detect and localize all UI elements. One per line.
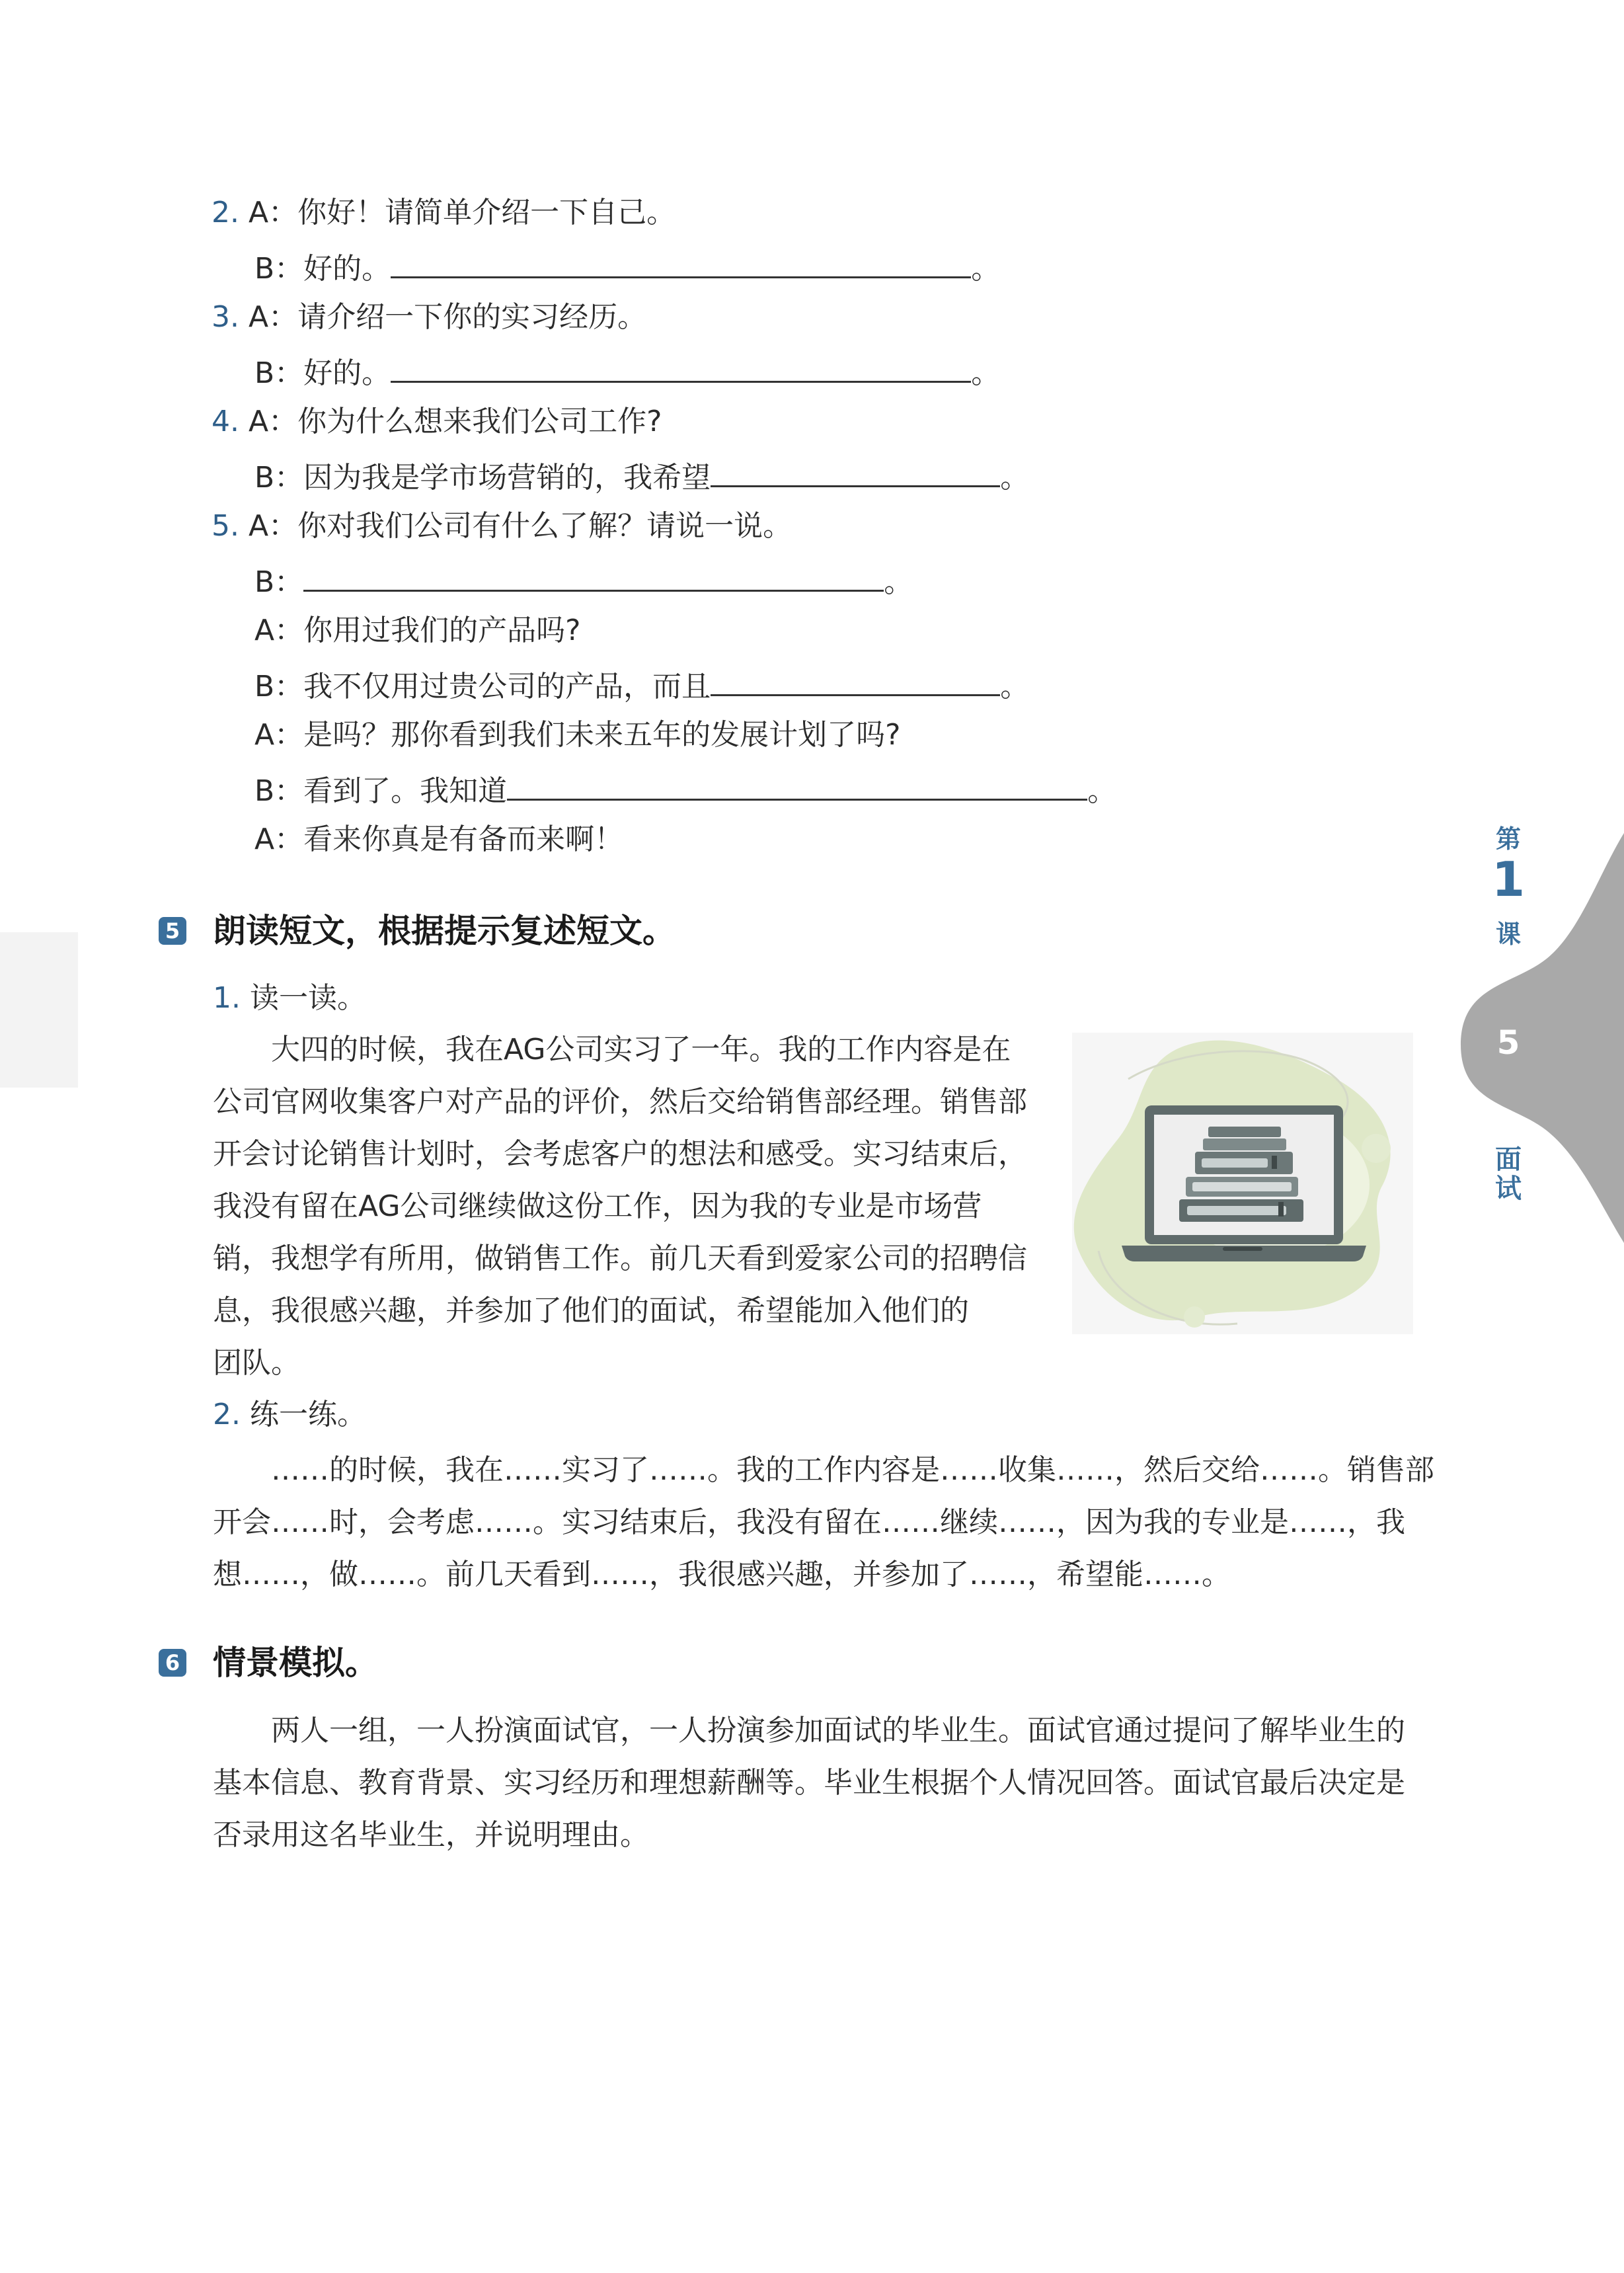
lesson-number: 1 <box>1491 852 1526 907</box>
practice-line: 想……，做……。前几天看到……，我很感兴趣，并参加了……，希望能……。 <box>213 1558 1231 1591</box>
topic-char-1: 面 <box>1495 1144 1522 1175</box>
dialogue-5-line: A：你用过我们的产品吗? <box>254 614 581 647</box>
reading-passage <box>213 1023 1027 1389</box>
left-margin-strip <box>0 932 78 1088</box>
laptop-with-books-illustration <box>1072 1033 1413 1334</box>
section-6-badge: 6 <box>159 1649 186 1677</box>
section-5-title: 朗读短文，根据提示复述短文。 <box>213 912 676 950</box>
section-5-badge: 5 <box>159 917 186 945</box>
dialogue-4-b: B：因为我是学市场营销的，我希望 。 <box>254 455 1029 498</box>
dialogue-2-b: B：好的。 。 <box>254 246 1000 289</box>
reading-line: 我没有留在AG公司继续做这份工作，因为我的专业是市场营 <box>213 1189 982 1223</box>
unit-number: 5 <box>1496 1023 1520 1062</box>
dialogue-5-b: B： 。 <box>254 559 913 602</box>
dialogue-2-a: 2. A：你好！请简单介绍一下自己。 <box>212 196 676 229</box>
topic-char-2: 试 <box>1495 1174 1522 1204</box>
dialogue-5-line: B：看到了。我知道 。 <box>254 768 1116 811</box>
reading-line: 团队。 <box>213 1346 300 1380</box>
answer-blank[interactable] <box>391 350 971 383</box>
dialogue-3-b: B：好的。 。 <box>254 350 1000 393</box>
reading-line: 息，我很感兴趣，并参加了他们的面试，希望能加入他们的 <box>213 1294 969 1328</box>
scenario-line: 两人一组，一人扮演面试官，一人扮演参加面试的毕业生。面试官通过提问了解毕业生的 <box>271 1714 1405 1747</box>
dialogue-5-line: A：是吗？那你看到我们未来五年的发展计划了吗? <box>254 718 901 752</box>
reading-line: 大四的时候，我在AG公司实习了一年。我的工作内容是在 <box>271 1033 1011 1066</box>
lesson-label-ke: 课 <box>1495 920 1521 949</box>
dialogue-3-a: 3. A：请介绍一下你的实习经历。 <box>212 300 647 334</box>
dialogue-4-a: 4. A：你为什么想来我们公司工作? <box>212 405 662 438</box>
dialogue-5-line: B：我不仅用过贵公司的产品，而且 。 <box>254 664 1029 707</box>
scenario-line: 基本信息、教育背景、实习经历和理想薪酬等。毕业生根据个人情况回答。面试官最后决定是 <box>213 1766 1405 1800</box>
section-5-item-2: 2. 练一练。 <box>213 1398 366 1431</box>
dialogue-5-line: A：看来你真是有备而来啊！ <box>254 822 624 856</box>
reading-line: 开会讨论销售计划时，会考虑客户的想法和感受。实习结束后， <box>213 1137 1027 1171</box>
answer-blank[interactable] <box>711 664 1000 696</box>
practice-line: ……的时候，我在……实习了……。我的工作内容是……收集……，然后交给……。销售部 <box>271 1453 1434 1487</box>
lesson-label-di: 第 <box>1495 824 1521 854</box>
laptop-illustration <box>1072 1033 1413 1334</box>
answer-blank[interactable] <box>711 455 1000 487</box>
section-6-title: 情景模拟。 <box>213 1644 378 1682</box>
scenario-line: 否录用这名毕业生，并说明理由。 <box>213 1818 649 1852</box>
practice-passage <box>213 1444 1434 1601</box>
section-5-item-1: 1. 读一读。 <box>213 981 366 1015</box>
scenario-passage <box>213 1704 1405 1861</box>
answer-blank[interactable] <box>507 768 1087 801</box>
answer-blank[interactable] <box>391 246 971 278</box>
answer-blank[interactable] <box>303 559 884 592</box>
reading-line: 销，我想学有所用，做销售工作。前几天看到爱家公司的招聘信 <box>213 1242 1027 1275</box>
dialogue-5-a: 5. A：你对我们公司有什么了解？请说一说。 <box>212 509 793 543</box>
practice-line: 开会……时，会考虑……。实习结束后，我没有留在……继续……，因为我的专业是……，我 <box>213 1505 1405 1539</box>
reading-line: 公司官网收集客户对产品的评价，然后交给销售部经理。销售部 <box>213 1085 1027 1119</box>
